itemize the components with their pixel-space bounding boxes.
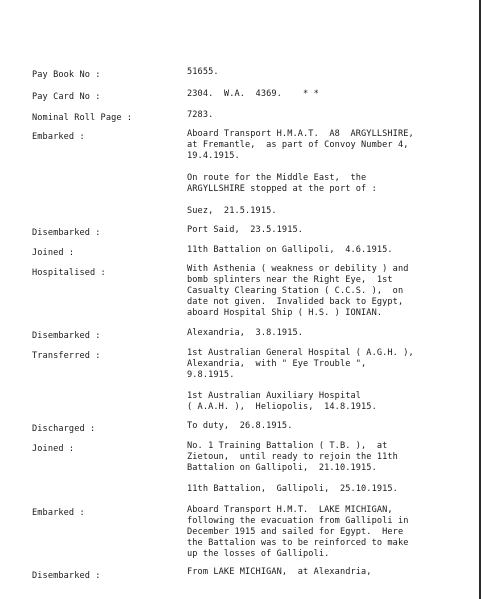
field-label: Pay Book No : xyxy=(32,70,101,80)
field-value-line: aboard Hospital Ship ( H.S. ) IONIAN. xyxy=(187,308,383,318)
field-value-line: ARGYLLSHIRE stopped at the port of : xyxy=(187,184,377,194)
field-value-line: 1st Australian General Hospital ( A.G.H. ), xyxy=(187,348,414,358)
field-label: Joined : xyxy=(32,248,75,258)
field-label: Embarked : xyxy=(32,508,85,518)
field-value-line: 2304. W.A. 4369. * * xyxy=(187,89,319,99)
field-value-line: the Battalion was to be reinforced to make xyxy=(187,538,409,548)
field-value-line: December 1915 and sailed for Egypt. Here xyxy=(187,527,404,537)
field-value-line: 7283. xyxy=(187,110,214,120)
field-value-line: On route for the Middle East, the xyxy=(187,173,367,183)
field-value-line: following the evacuation from Gallipoli in xyxy=(187,516,409,526)
field-value-line: Battalion on Gallipoli, 21.10.1915. xyxy=(187,463,377,473)
field-value-line: Aboard Transport H.M.A.T. A8 ARGYLLSHIRE, xyxy=(187,129,414,139)
field-value-line: date not given. Invalided back to Egypt, xyxy=(187,297,404,307)
field-label: Hospitalised : xyxy=(32,268,106,278)
field-value-line: To duty, 26.8.1915. xyxy=(187,421,293,431)
field-value-line: Casualty Clearing Station ( C.C.S. ), on xyxy=(187,286,404,296)
field-value-line: 1st Australian Auxiliary Hospital xyxy=(187,391,362,401)
field-label: Nominal Roll Page : xyxy=(32,113,133,123)
field-value-line: Port Said, 23.5.1915. xyxy=(187,225,304,235)
field-label: Discharged : xyxy=(32,424,96,434)
field-value-line: Alexandria, with " Eye Trouble ", xyxy=(187,359,367,369)
field-label: Pay Card No : xyxy=(32,92,101,102)
field-label: Joined : xyxy=(32,444,75,454)
field-value-line: No. 1 Training Battalion ( T.B. ), at xyxy=(187,441,388,451)
field-value-line: 11th Battalion, Gallipoli, 25.10.1915. xyxy=(187,484,398,494)
field-value-line: 11th Battalion on Gallipoli, 4.6.1915. xyxy=(187,245,393,255)
field-label: Disembarked : xyxy=(32,331,101,341)
field-value-line: ( A.A.H. ), Heliopolis, 14.8.1915. xyxy=(187,402,377,412)
field-value-line: 51655. xyxy=(187,67,219,77)
field-value-line: Zietoun, until ready to rejoin the 11th xyxy=(187,452,398,462)
field-value-line: With Asthenia ( weakness or debility ) and xyxy=(187,264,409,274)
field-value-line: 19.4.1915. xyxy=(187,151,240,161)
field-value-line: at Fremantle, as part of Convoy Number 4, xyxy=(187,140,409,150)
field-value-line: Aboard Transport H.M.T. LAKE MICHIGAN, xyxy=(187,505,393,515)
field-value-line: Alexandria, 3.8.1915. xyxy=(187,328,304,338)
field-label: Transferred : xyxy=(32,351,101,361)
field-label: Embarked : xyxy=(32,132,85,142)
field-label: Disembarked : xyxy=(32,228,101,238)
field-value-line: up the losses of Gallipoli. xyxy=(187,549,330,559)
field-value-line: From LAKE MICHIGAN, at Alexandria, xyxy=(187,567,372,577)
field-value-line: bomb splinters near the Right Eye, 1st xyxy=(187,275,393,285)
field-label: Disembarked : xyxy=(32,571,101,581)
field-value-line: Suez, 21.5.1915. xyxy=(187,206,277,216)
field-value-line: 9.8.1915. xyxy=(187,370,235,380)
